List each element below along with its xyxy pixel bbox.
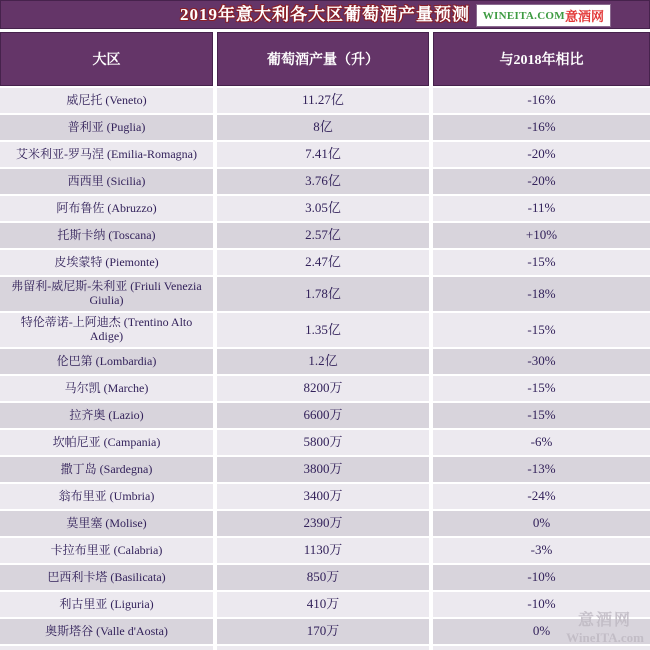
region-cell: 坎帕尼亚 (Campania) [0,430,213,455]
table-row [0,313,650,347]
change-cell: -10% [433,565,650,590]
table-row [0,457,650,482]
production-cell: 850万 [217,565,429,590]
region-cell: 翁布里亚 (Umbria) [0,484,213,509]
logo-cjk-text: 意酒网 [564,9,604,24]
cut-off-cell [433,646,650,650]
cut-off-cell [0,646,213,650]
wineita-logo [476,4,611,27]
production-cell: 1.2亿 [217,349,429,374]
cut-off-cell [217,646,429,650]
region-cell: 特伦蒂诺-上阿迪杰 (Trentino Alto Adige) [0,313,213,347]
change-cell: -10% [433,592,650,617]
change-cell: -16% [433,115,650,140]
region-cell: 皮埃蒙特 (Piemonte) [0,250,213,275]
change-cell: -11% [433,196,650,221]
production-cell: 1.78亿 [217,277,429,311]
change-cell: -30% [433,349,650,374]
production-cell: 11.27亿 [217,88,429,113]
region-cell: 莫里塞 (Molise) [0,511,213,536]
table-row [0,484,650,509]
region-cell: 阿布鲁佐 (Abruzzo) [0,196,213,221]
header-change: 与2018年相比 [433,32,650,86]
region-cell: 艾米利亚-罗马涅 (Emilia-Romagna) [0,142,213,167]
table-row [0,592,650,617]
production-cell: 8亿 [217,115,429,140]
table-row [0,619,650,644]
table-row [0,376,650,401]
change-cell: -20% [433,142,650,167]
region-cell: 拉齐奥 (Lazio) [0,403,213,428]
region-cell: 伦巴第 (Lombardia) [0,349,213,374]
watermark-cjk: 意酒网 [578,612,633,629]
production-cell: 8200万 [217,376,429,401]
production-cell: 3.76亿 [217,169,429,194]
change-cell: -6% [433,430,650,455]
table-row [0,223,650,248]
production-cell: 7.41亿 [217,142,429,167]
production-cell: 2.57亿 [217,223,429,248]
header-region: 大区 [0,32,213,86]
change-cell: -24% [433,484,650,509]
production-cell: 3800万 [217,457,429,482]
region-cell: 奥斯塔谷 (Valle d'Aosta) [0,619,213,644]
production-cell: 410万 [217,592,429,617]
production-cell: 2.47亿 [217,250,429,275]
change-cell: -15% [433,313,650,347]
region-cell: 卡拉布里亚 (Calabria) [0,538,213,563]
region-cell: 托斯卡纳 (Toscana) [0,223,213,248]
table-row [0,403,650,428]
production-cell: 6600万 [217,403,429,428]
production-cell: 170万 [217,619,429,644]
table-row [0,349,650,374]
production-cell: 1.35亿 [217,313,429,347]
region-cell: 威尼托 (Veneto) [0,88,213,113]
change-cell: 0% [433,511,650,536]
change-cell: -15% [433,250,650,275]
region-cell: 西西里 (Sicilia) [0,169,213,194]
production-cell: 5800万 [217,430,429,455]
change-cell: -15% [433,376,650,401]
cut-off-row [0,646,650,650]
table-row [0,169,650,194]
production-cell: 1130万 [217,538,429,563]
region-cell: 利古里亚 (Liguria) [0,592,213,617]
change-cell: +10% [433,223,650,248]
change-cell: 0% [433,619,650,644]
table-row [0,565,650,590]
table-body [0,88,650,644]
production-cell: 3400万 [217,484,429,509]
production-cell: 2390万 [217,511,429,536]
page-title: 2019年意大利各大区葡萄酒产量预测 [180,5,470,24]
table-row [0,511,650,536]
title-bar [0,0,650,29]
region-cell: 普利亚 (Puglia) [0,115,213,140]
change-cell: -16% [433,88,650,113]
table-row [0,115,650,140]
table-row [0,142,650,167]
table-row [0,250,650,275]
table-header-row [0,32,650,86]
change-cell: -3% [433,538,650,563]
table-row [0,277,650,311]
change-cell: -15% [433,403,650,428]
table-row [0,88,650,113]
change-cell: -20% [433,169,650,194]
region-cell: 马尔凯 (Marche) [0,376,213,401]
table-row [0,430,650,455]
logo-latin-text: WINEITA.COM [482,9,565,22]
table-row [0,538,650,563]
region-cell: 弗留利-威尼斯-朱利亚 (Friuli Venezia Giulia) [0,277,213,311]
change-cell: -18% [433,277,650,311]
region-cell: 巴西利卡塔 (Basilicata) [0,565,213,590]
watermark-latin: WineITA.com [566,630,644,645]
change-cell: -13% [433,457,650,482]
header-production: 葡萄酒产量（升） [217,32,429,86]
region-cell: 撒丁岛 (Sardegna) [0,457,213,482]
table-row [0,196,650,221]
production-cell: 3.05亿 [217,196,429,221]
